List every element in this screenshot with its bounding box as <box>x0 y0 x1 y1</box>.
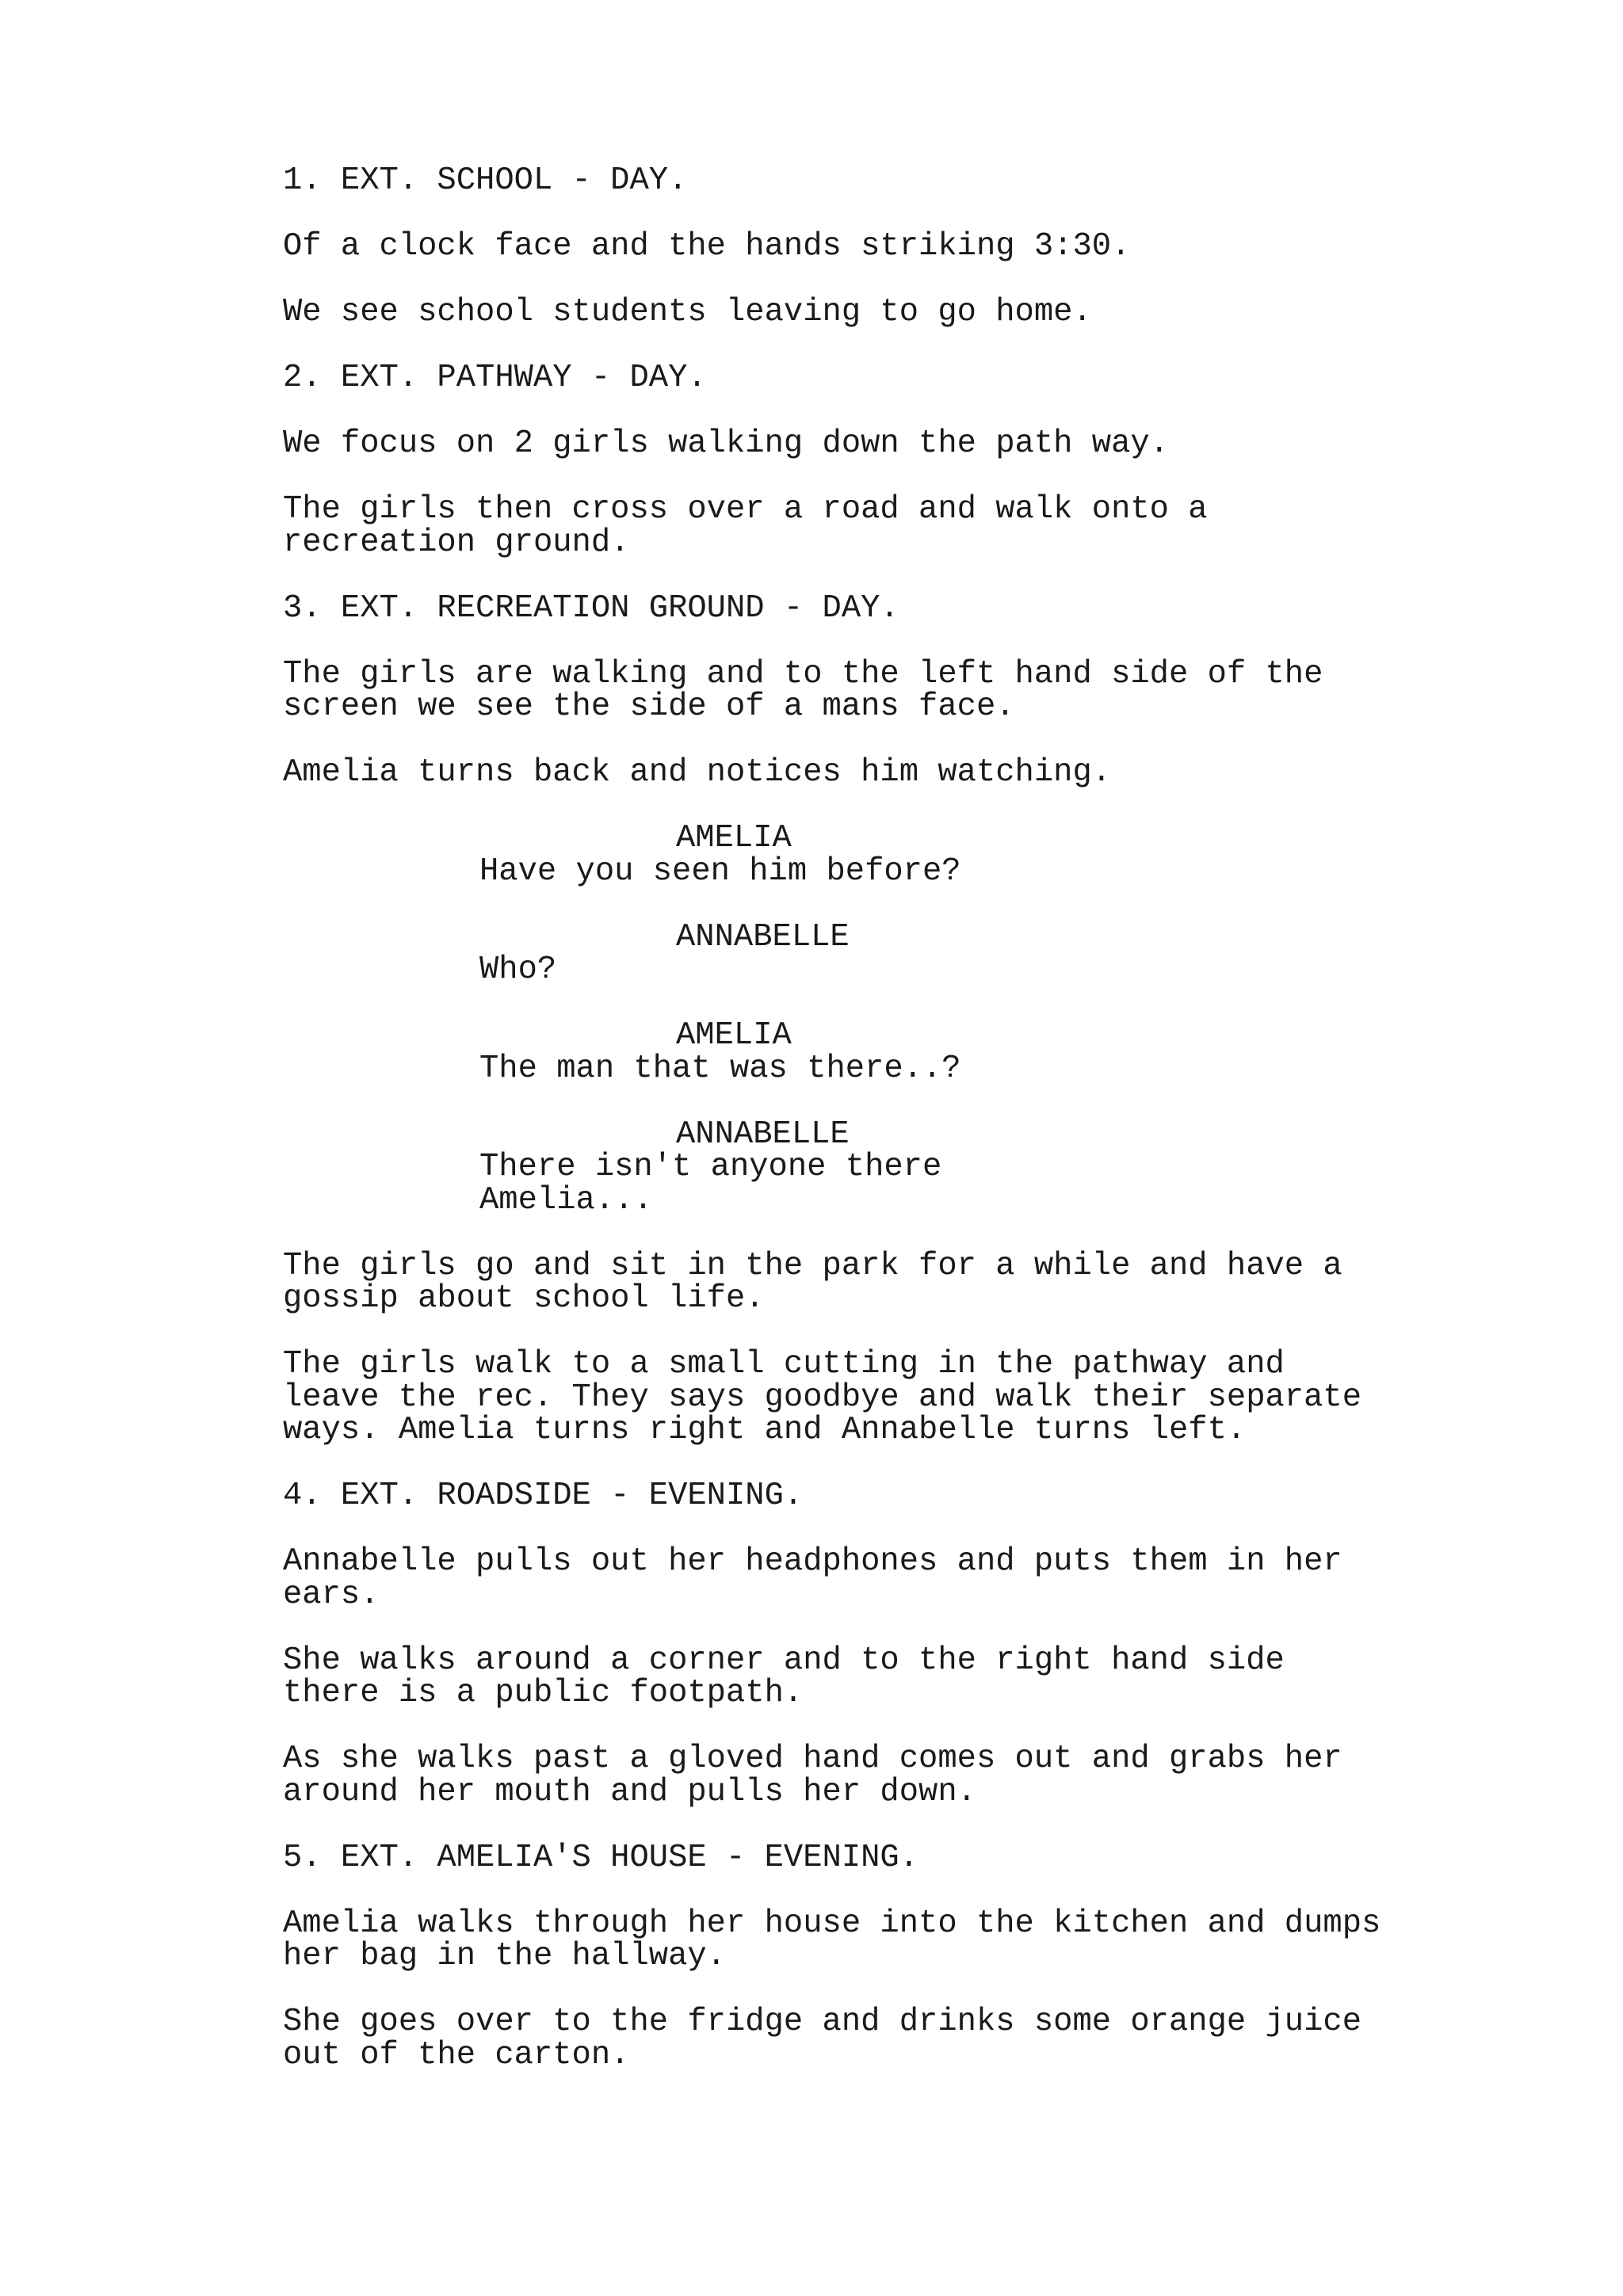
action-line: We focus on 2 girls walking down the path way. <box>283 425 1169 462</box>
scene-heading: 3. EXT. RECREATION GROUND - DAY. <box>283 589 899 627</box>
action-line: As she walks past a gloved hand comes out and grabs her around her mouth and pulls her down. <box>283 1741 1342 1810</box>
action-line: We see school students leaving to go home. <box>283 294 1092 330</box>
scene-heading: 5. EXT. AMELIA'S HOUSE - EVENING. <box>283 1839 919 1876</box>
dialogue-block <box>283 1017 1487 1087</box>
character-name: AMELIA <box>676 1017 792 1054</box>
dialogue-block <box>283 918 1487 988</box>
screenplay-body <box>283 162 1487 2105</box>
action-line: The girls walk to a small cutting in the pathway and leave the rec. They says goodbye and walk their separate ways. Amelia turns right and Annabelle turns left. <box>283 1346 1362 1448</box>
character-name: ANNABELLE <box>676 1116 850 1153</box>
dialogue-line: Who? <box>479 952 557 988</box>
character-name: ANNABELLE <box>676 918 850 955</box>
action-line: The girls go and sit in the park for a while and have a gossip about school life. <box>283 1247 1342 1317</box>
action-line: Amelia turns back and notices him watching. <box>283 754 1112 791</box>
dialogue-line: There isn't anyone there Amelia... <box>479 1149 942 1219</box>
action-line: The girls then cross over a road and walk onto a recreation ground. <box>283 491 1208 561</box>
dialogue-block <box>283 1116 1487 1219</box>
action-line: She goes over to the fridge and drinks some orange juice out of the carton. <box>283 2004 1362 2073</box>
scene-heading: 1. EXT. SCHOOL - DAY. <box>283 162 688 199</box>
dialogue-block <box>283 822 1487 888</box>
action-line: She walks around a corner and to the right hand side there is a public footpath. <box>283 1642 1285 1711</box>
dialogue-line: The man that was there..? <box>479 1050 961 1087</box>
action-line: Of a clock face and the hands striking 3:30. <box>283 228 1131 265</box>
scene-heading: 2. EXT. PATHWAY - DAY. <box>283 360 707 396</box>
dialogue-line: Have you seen him before? <box>479 852 961 890</box>
action-line: Annabelle pulls out her headphones and puts them in her ears. <box>283 1543 1342 1613</box>
scene-heading: 4. EXT. ROADSIDE - EVENING. <box>283 1478 804 1514</box>
character-name: AMELIA <box>676 820 792 856</box>
action-line: Amelia walks through her house into the kitchen and dumps her bag in the hallway. <box>283 1905 1381 1974</box>
action-line: The girls are walking and to the left hand side of the screen we see the side of a mans face. <box>283 655 1323 725</box>
